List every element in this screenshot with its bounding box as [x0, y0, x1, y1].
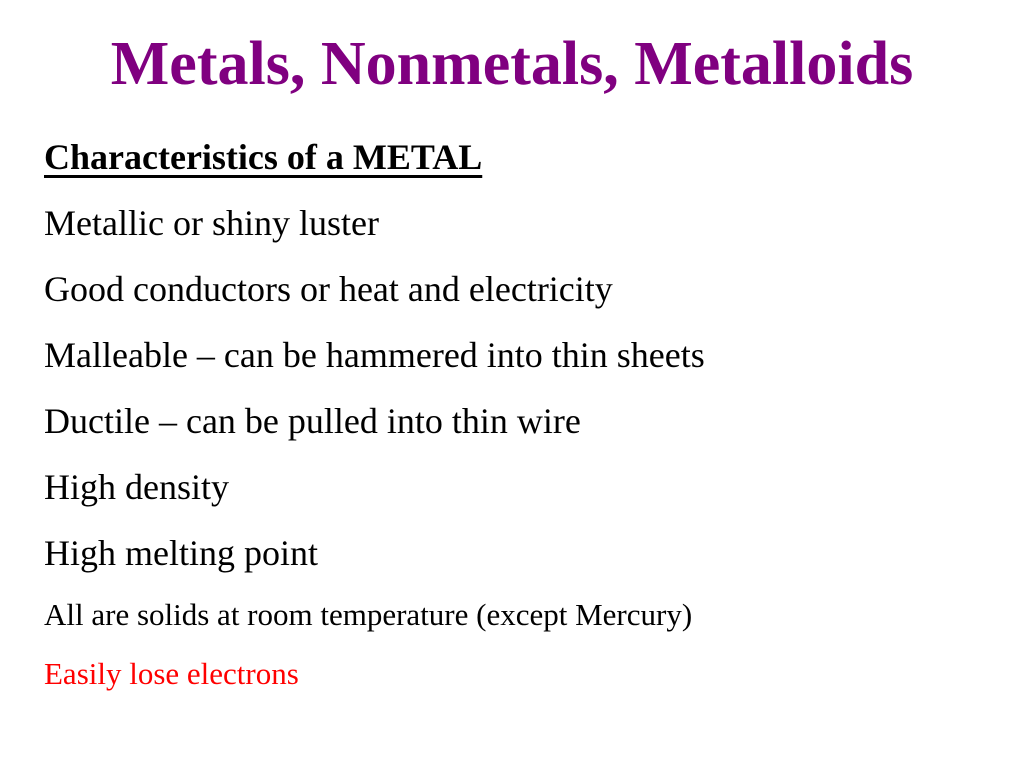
characteristic-item: Good conductors or heat and electricity: [44, 269, 613, 309]
slide-title: Metals, Nonmetals, Metalloids: [110, 30, 914, 98]
characteristic-item: High density: [44, 467, 229, 507]
section-heading: Characteristics of a METAL: [44, 137, 483, 177]
characteristic-item: Ductile – can be pulled into thin wire: [44, 401, 581, 441]
characteristic-item: High melting point: [44, 533, 318, 573]
characteristic-item: Metallic or shiny luster: [44, 203, 379, 243]
highlight-item: Easily lose electrons: [44, 656, 299, 691]
room-temperature-note: All are solids at room temperature (except Mercury): [44, 597, 693, 632]
slide-content: [44, 124, 994, 704]
characteristic-item: Malleable – can be hammered into thin sheets: [44, 335, 705, 375]
